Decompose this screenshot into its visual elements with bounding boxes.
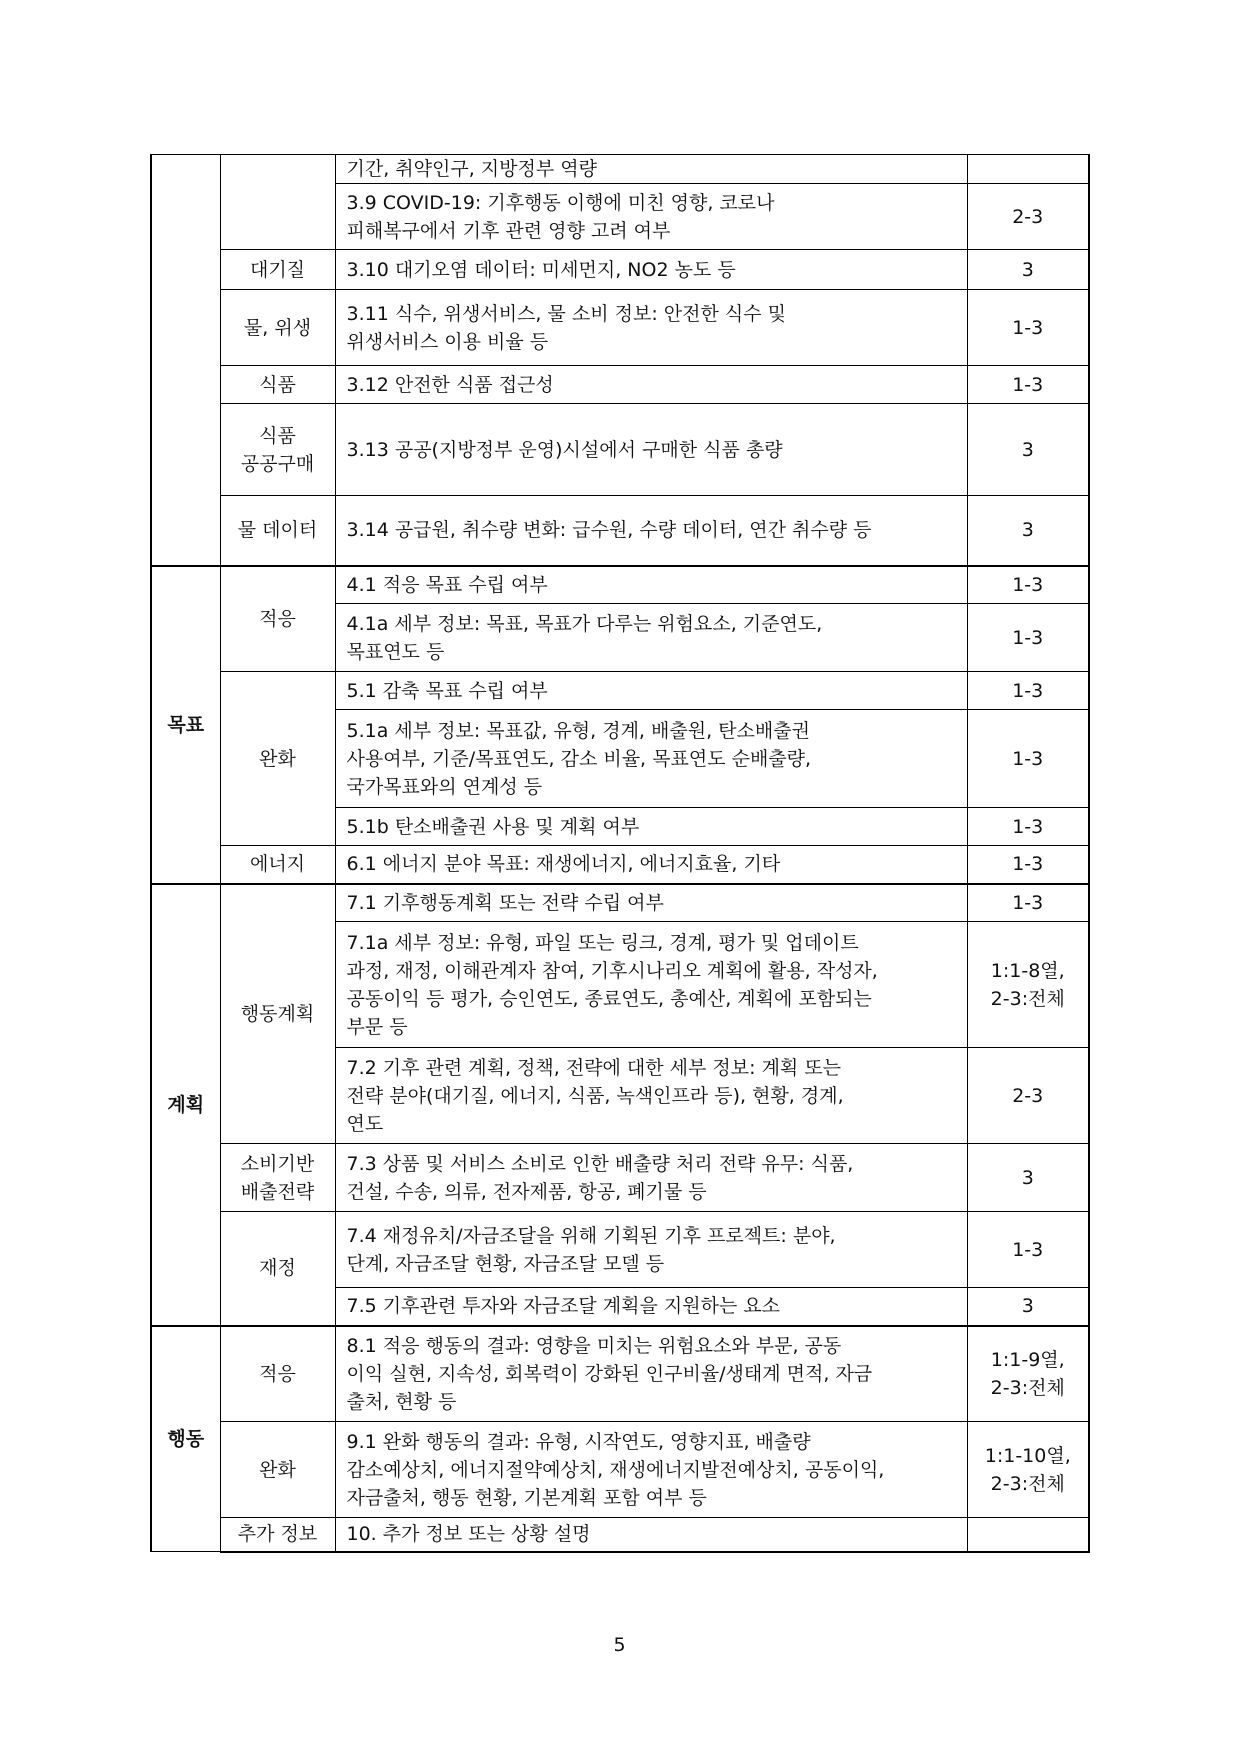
category-cell [151,155,220,566]
subcategory-cell: 완화 [220,672,335,846]
subcategory-cell: 적응 [220,566,335,672]
table-row [151,1422,1089,1518]
table-row [151,496,1089,566]
level-cell: 1-3 [967,672,1089,710]
level-cell [967,1518,1089,1552]
level-cell: 1-3 [967,604,1089,672]
subcategory-cell: 소비기반 배출전략 [220,1144,335,1212]
subcategory-cell: 물, 위생 [220,290,335,366]
item-cell: 3.13 공공(지방정부 운영)시설에서 구매한 식품 총량 [335,404,967,496]
table-row [151,366,1089,404]
level-cell: 1:1-10열, 2-3:전체 [967,1422,1089,1518]
subcategory-cell: 식품 [220,366,335,404]
table-row [151,1326,1089,1422]
subcategory-cell: 에너지 [220,846,335,884]
subcategory-cell: 적응 [220,1326,335,1422]
item-cell: 7.2 기후 관련 계획, 정책, 전략에 대한 세부 정보: 계획 또는 전략 분야(대기질, 에너지, 식품, 녹색인프라 등), 현황, 경계, 연도 [335,1048,967,1144]
category-cell: 행동 [151,1326,220,1552]
item-cell: 5.1 감축 목표 수립 여부 [335,672,967,710]
level-cell: 3 [967,496,1089,566]
item-cell: 4.1a 세부 정보: 목표, 목표가 다루는 위험요소, 기준연도, 목표연도 등 [335,604,967,672]
subcategory-cell: 물 데이터 [220,496,335,566]
indicator-table [150,154,1090,1553]
level-cell: 3 [967,404,1089,496]
level-cell: 1:1-8열, 2-3:전체 [967,922,1089,1048]
item-cell: 4.1 적응 목표 수립 여부 [335,566,967,604]
table-row [151,672,1089,710]
item-cell: 9.1 완화 행동의 결과: 유형, 시작연도, 영향지표, 배출량 감소예상치, 에너지절약예상치, 재생에너지발전예상치, 공동이익, 자금출처, 행동 현황, 기본계획 포함 여부 등 [335,1422,967,1518]
subcategory-cell: 추가 정보 [220,1518,335,1552]
level-cell: 1-3 [967,808,1089,846]
item-cell: 3.12 안전한 식품 접근성 [335,366,967,404]
table-row [151,404,1089,496]
table-row [151,884,1089,922]
level-cell: 3 [967,1144,1089,1212]
table-row [151,846,1089,884]
item-cell: 5.1b 탄소배출권 사용 및 계획 여부 [335,808,967,846]
item-cell: 5.1a 세부 정보: 목표값, 유형, 경계, 배출원, 탄소배출권 사용여부, 기준/목표연도, 감소 비율, 목표연도 순배출량, 국가목표와의 연계성 등 [335,710,967,808]
level-cell: 1-3 [967,566,1089,604]
level-cell [967,155,1089,184]
category-cell: 목표 [151,566,220,884]
level-cell: 1-3 [967,846,1089,884]
category-cell: 계획 [151,884,220,1326]
table-row [151,250,1089,290]
level-cell: 3 [967,1288,1089,1326]
level-cell: 1-3 [967,710,1089,808]
item-cell: 7.1 기후행동계획 또는 전략 수립 여부 [335,884,967,922]
item-cell: 7.1a 세부 정보: 유형, 파일 또는 링크, 경계, 평가 및 업데이트 과정, 재정, 이해관계자 참여, 기후시나리오 계획에 활용, 작성자, 공동이익 등 평가, 승인연도, 종료연도, 총예산, 계획에 포함되는 부문 등 [335,922,967,1048]
item-cell: 3.9 COVID-19: 기후행동 이행에 미친 영향, 코로나 피해복구에서 기후 관련 영향 고려 여부 [335,184,967,250]
table-row [151,1212,1089,1288]
table-row [151,290,1089,366]
table-row [151,1144,1089,1212]
subcategory-cell: 대기질 [220,250,335,290]
subcategory-cell: 행동계획 [220,884,335,1144]
item-cell: 3.11 식수, 위생서비스, 물 소비 정보: 안전한 식수 및 위생서비스 이용 비율 등 [335,290,967,366]
level-cell: 1-3 [967,290,1089,366]
subcategory-cell: 완화 [220,1422,335,1518]
item-cell: 8.1 적응 행동의 결과: 영향을 미치는 위험요소와 부문, 공동 이익 실현, 지속성, 회복력이 강화된 인구비율/생태계 면적, 자금 출처, 현황 등 [335,1326,967,1422]
item-cell: 7.3 상품 및 서비스 소비로 인한 배출량 처리 전략 유무: 식품, 건설, 수송, 의류, 전자제품, 항공, 폐기물 등 [335,1144,967,1212]
item-cell: 3.10 대기오염 데이터: 미세먼지, NO2 농도 등 [335,250,967,290]
subcategory-cell [220,155,335,250]
item-cell: 기간, 취약인구, 지방정부 역량 [335,155,967,184]
item-cell: 7.4 재정유치/자금조달을 위해 기획된 기후 프로젝트: 분야, 단계, 자금조달 현황, 자금조달 모델 등 [335,1212,967,1288]
item-cell: 7.5 기후관련 투자와 자금조달 계획을 지원하는 요소 [335,1288,967,1326]
level-cell: 3 [967,250,1089,290]
table-row [151,1518,1089,1552]
subcategory-cell: 식품 공공구매 [220,404,335,496]
item-cell: 3.14 공급원, 취수량 변화: 급수원, 수량 데이터, 연간 취수량 등 [335,496,967,566]
level-cell: 2-3 [967,1048,1089,1144]
level-cell: 1-3 [967,366,1089,404]
item-cell: 6.1 에너지 분야 목표: 재생에너지, 에너지효율, 기타 [335,846,967,884]
level-cell: 1-3 [967,1212,1089,1288]
item-cell: 10. 추가 정보 또는 상황 설명 [335,1518,967,1552]
subcategory-cell: 재정 [220,1212,335,1326]
level-cell: 2-3 [967,184,1089,250]
table-row [151,566,1089,604]
level-cell: 1:1-9열, 2-3:전체 [967,1326,1089,1422]
table-row [151,155,1089,184]
page-number: 5 [613,1634,626,1656]
level-cell: 1-3 [967,884,1089,922]
